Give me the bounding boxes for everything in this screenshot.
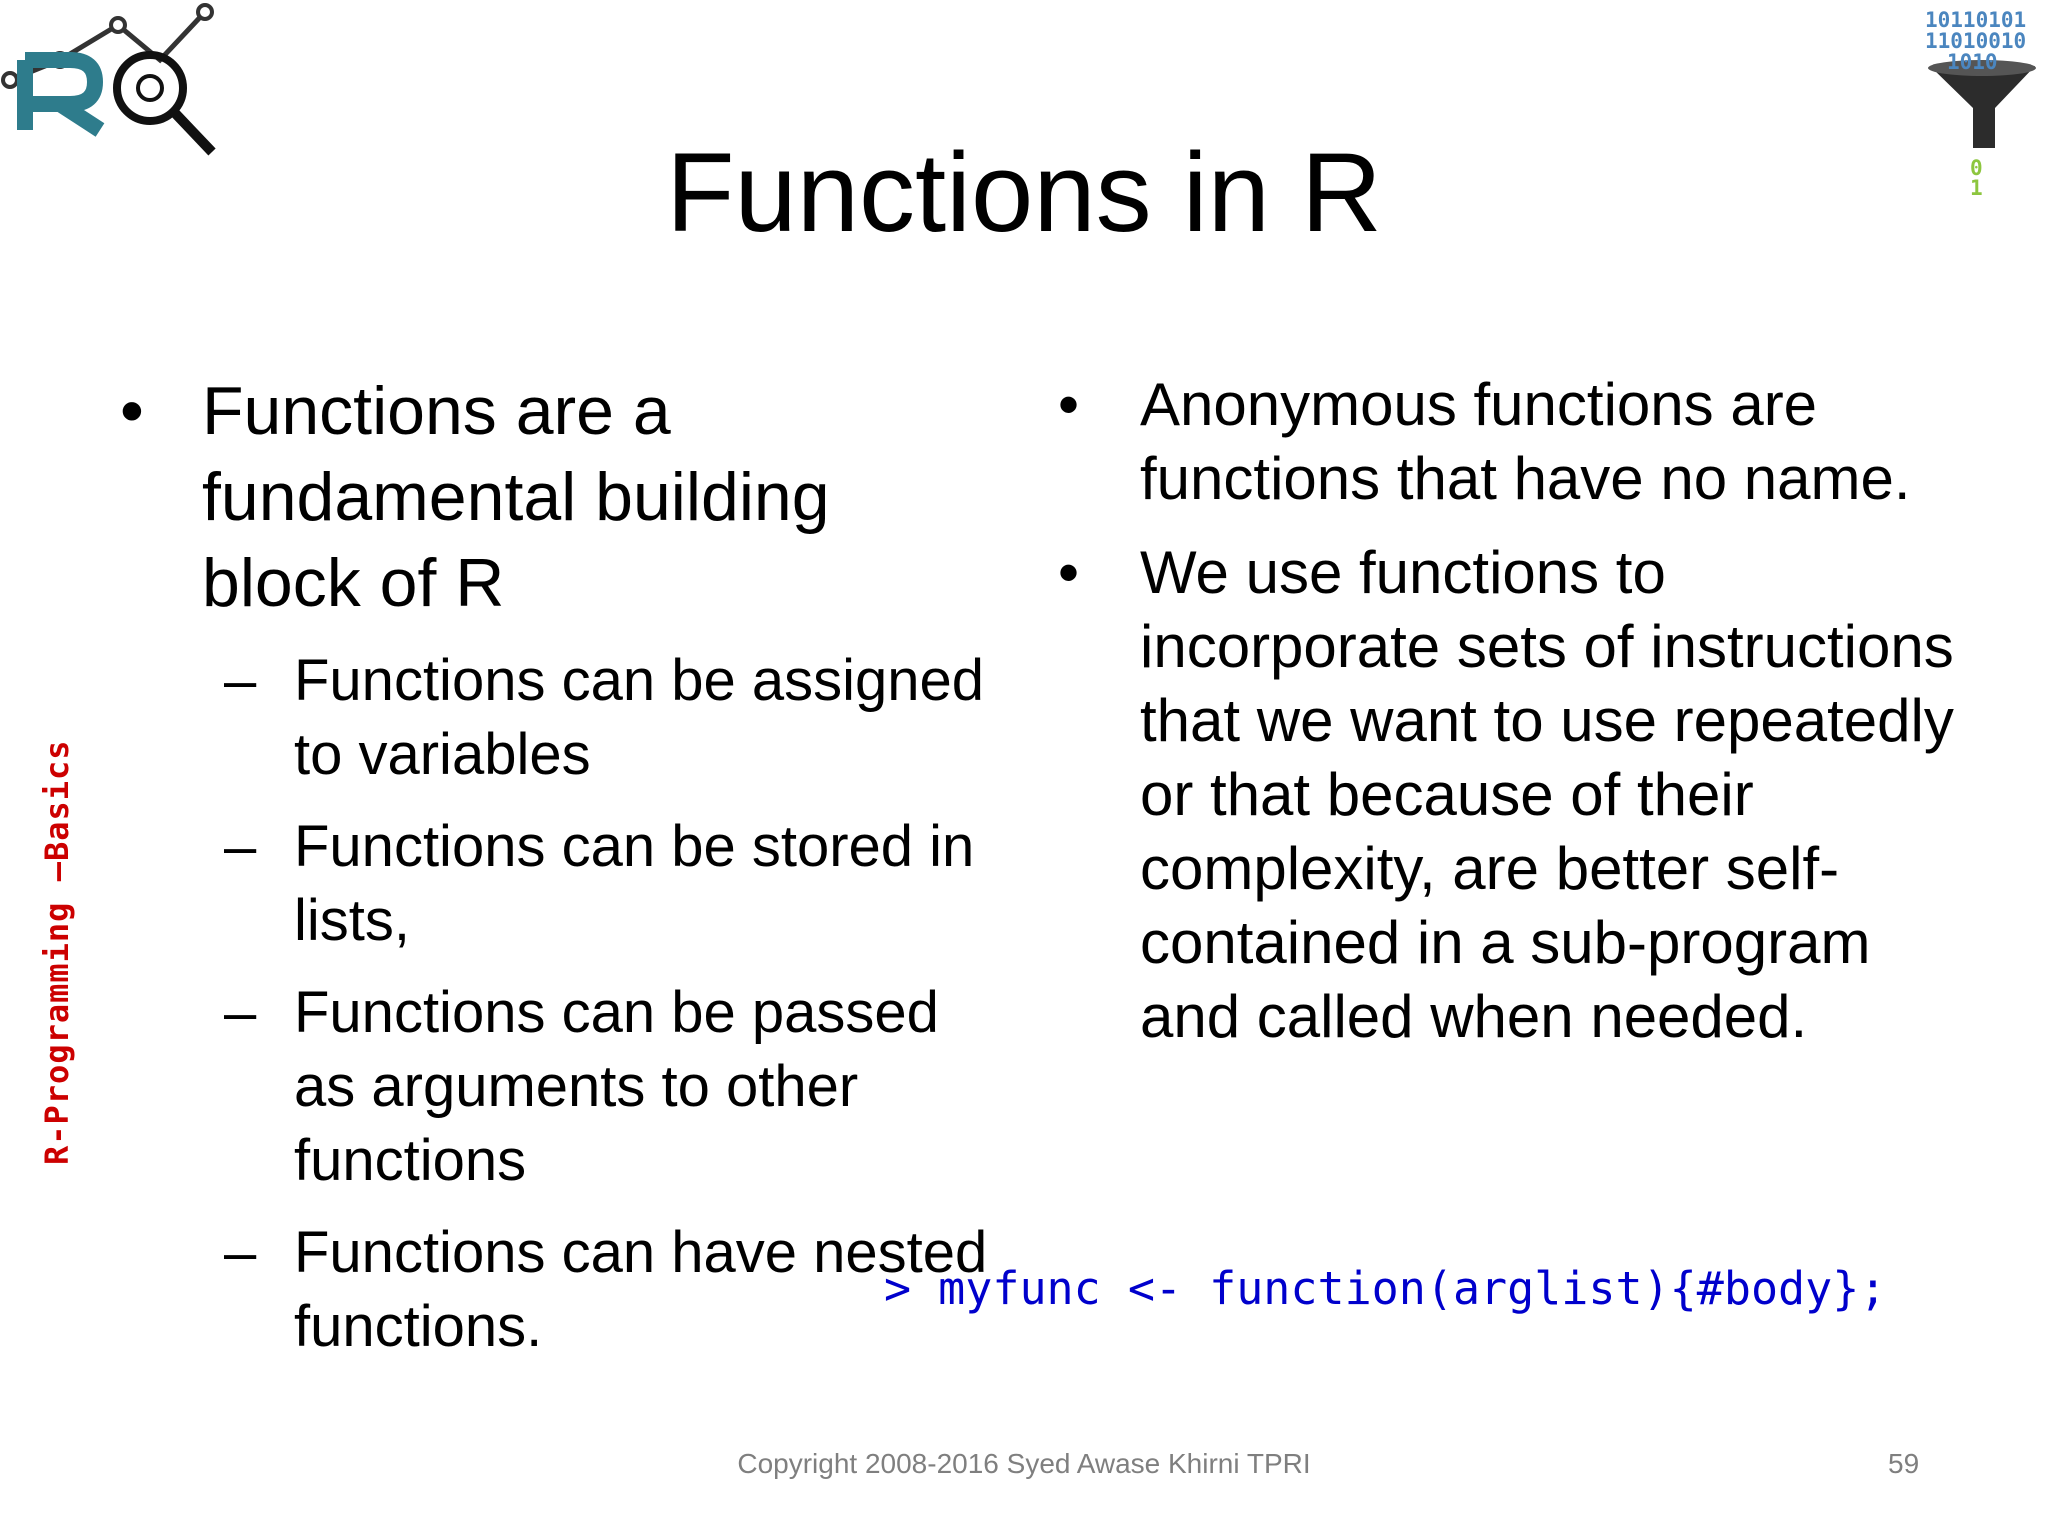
sub-bullet	[224, 976, 1000, 1198]
right-bullet	[1058, 536, 1978, 1054]
binary-line: 0	[1970, 156, 1983, 180]
dash-icon: –	[224, 814, 257, 879]
binary-line: 10110101	[1925, 8, 2027, 32]
slide-title: Functions in R	[666, 130, 1382, 255]
bullet-icon: •	[120, 373, 144, 449]
bullet-icon: •	[1058, 371, 1080, 438]
sub-bullet	[224, 810, 1000, 958]
left-column	[120, 368, 1000, 1364]
sidebar-label: R-Programming –Basics	[38, 739, 76, 1165]
sub-bullet-text: Functions can be assigned to variables	[294, 648, 984, 787]
sub-bullet-text: Functions can have nested functions.	[294, 1220, 988, 1359]
dash-icon: –	[224, 980, 257, 1045]
right-bullet-text: We use functions to incorporate sets of instructions that we want to use repeatedly or that because of their complexity, are better self-contained in a sub-program and called when needed.	[1140, 539, 1954, 1050]
main-bullet-text: Functions are a fundamental building block of R	[202, 373, 830, 621]
binary-line: 1	[1970, 176, 1983, 200]
right-bullet-text: Anonymous functions are functions that have no name.	[1140, 371, 1911, 512]
code-example: > myfunc <- function(arglist){#body};	[884, 1262, 1887, 1315]
binary-digits	[1925, 10, 2026, 73]
page-number: 59	[1888, 1448, 1920, 1479]
main-bullet	[120, 368, 1000, 626]
dash-icon: –	[224, 648, 257, 713]
binary-line: 1010	[1947, 50, 1998, 74]
sub-bullet	[224, 644, 1000, 792]
sub-bullet-text: Functions can be stored in lists,	[294, 814, 975, 953]
copyright-footer: Copyright 2008-2016 Syed Awase Khirni TPRI	[737, 1448, 1311, 1479]
dash-icon: –	[224, 1220, 257, 1285]
right-column	[1058, 368, 1978, 1074]
right-bullet	[1058, 368, 1978, 516]
sub-bullet-text: Functions can be passed as arguments to other functions	[294, 980, 939, 1193]
bullet-icon: •	[1058, 539, 1080, 606]
binary-line: 11010010	[1925, 29, 2027, 53]
